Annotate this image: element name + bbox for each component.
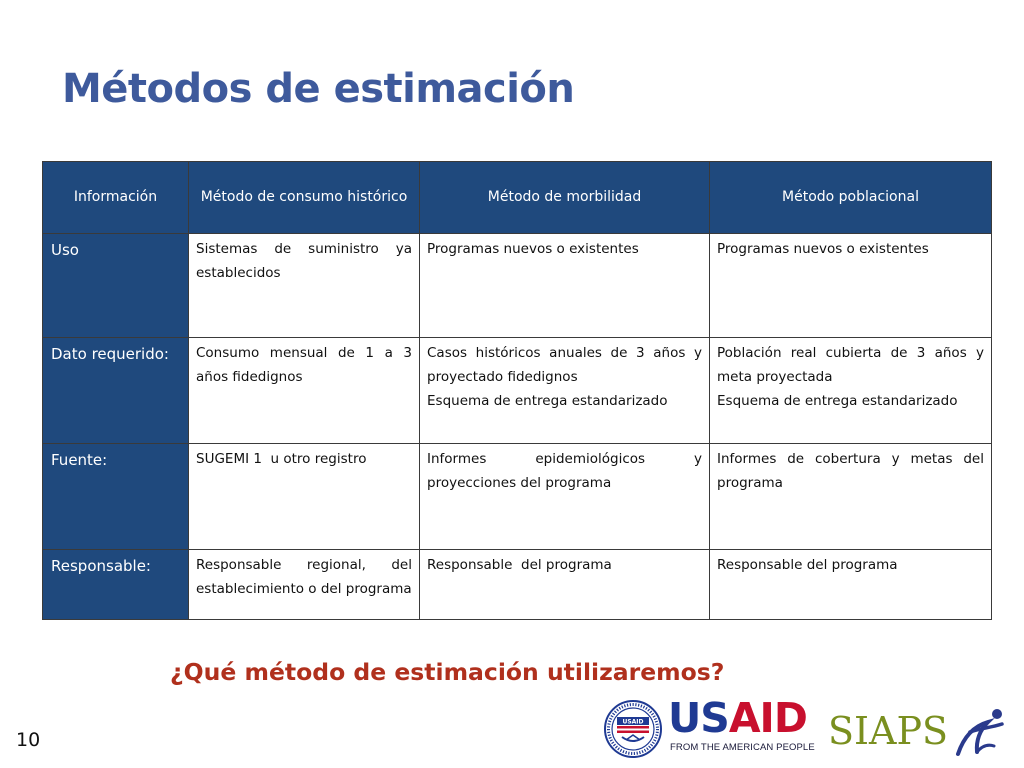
methods-table xyxy=(42,161,992,620)
row-label-dato-requerido: Dato requerido: xyxy=(43,338,189,444)
cell-text: Responsable regional, del establecimiento o del programa xyxy=(196,557,412,597)
table-cell xyxy=(420,338,710,444)
header-consumo-historico: Método de consumo histórico xyxy=(189,162,420,234)
usaid-aid: AID xyxy=(728,694,807,742)
page-number: 10 xyxy=(16,729,41,751)
header-informacion: Información xyxy=(43,162,189,234)
usaid-us: US xyxy=(668,694,729,742)
row-label-responsable: Responsable: xyxy=(43,550,189,620)
table-row xyxy=(43,338,992,444)
table-cell xyxy=(710,444,992,550)
cell-text: Casos históricos anuales de 3 años y proyectado fidedignos xyxy=(427,345,702,385)
question-text: ¿Qué método de estimación utilizaremos? xyxy=(170,658,725,686)
usaid-logo xyxy=(668,694,815,756)
table-cell xyxy=(710,234,992,338)
table-row xyxy=(43,550,992,620)
cell-text: Programas nuevos o existentes xyxy=(427,241,639,257)
header-poblacional: Método poblacional xyxy=(710,162,992,234)
header-morbilidad: Método de morbilidad xyxy=(420,162,710,234)
table-cell xyxy=(189,444,420,550)
siaps-figure-icon xyxy=(950,706,1006,758)
usaid-word xyxy=(668,694,807,742)
cell-text: Programas nuevos o existentes xyxy=(717,241,929,257)
table-cell xyxy=(420,444,710,550)
cell-text: SUGEMI 1 u otro registro xyxy=(196,451,367,467)
usaid-tagline: FROM THE AMERICAN PEOPLE xyxy=(670,742,815,753)
cell-text: Población real cubierta de 3 años y meta proyectada xyxy=(717,345,984,385)
usaid-seal-logo xyxy=(604,700,662,758)
table-cell xyxy=(189,234,420,338)
cell-text: Sistemas de suministro ya establecidos xyxy=(196,241,412,281)
cell-text: Responsable del programa xyxy=(717,557,898,573)
siaps-word: SIAPS xyxy=(828,709,949,753)
cell-text: Informes epidemiológicos y proyecciones del programa xyxy=(427,451,702,491)
cell-text: Esquema de entrega estandarizado xyxy=(427,393,668,409)
cell-text: Informes de cobertura y metas del programa xyxy=(717,451,984,491)
table-cell xyxy=(420,234,710,338)
cell-text: Esquema de entrega estandarizado xyxy=(717,393,958,409)
siaps-logo xyxy=(828,704,1008,760)
table-cell xyxy=(189,550,420,620)
table-row xyxy=(43,234,992,338)
table-header-row xyxy=(43,162,992,234)
table-cell xyxy=(710,550,992,620)
row-label-uso: Uso xyxy=(43,234,189,338)
row-label-fuente: Fuente: xyxy=(43,444,189,550)
table-cell xyxy=(420,550,710,620)
usaid-seal-label: USAID xyxy=(622,718,644,726)
table-row xyxy=(43,444,992,550)
slide-title: Métodos de estimación xyxy=(62,66,575,112)
cell-text: Responsable del programa xyxy=(427,557,612,573)
cell-text: Consumo mensual de 1 a 3 años fidedignos xyxy=(196,345,412,385)
table-cell xyxy=(189,338,420,444)
table-cell xyxy=(710,338,992,444)
